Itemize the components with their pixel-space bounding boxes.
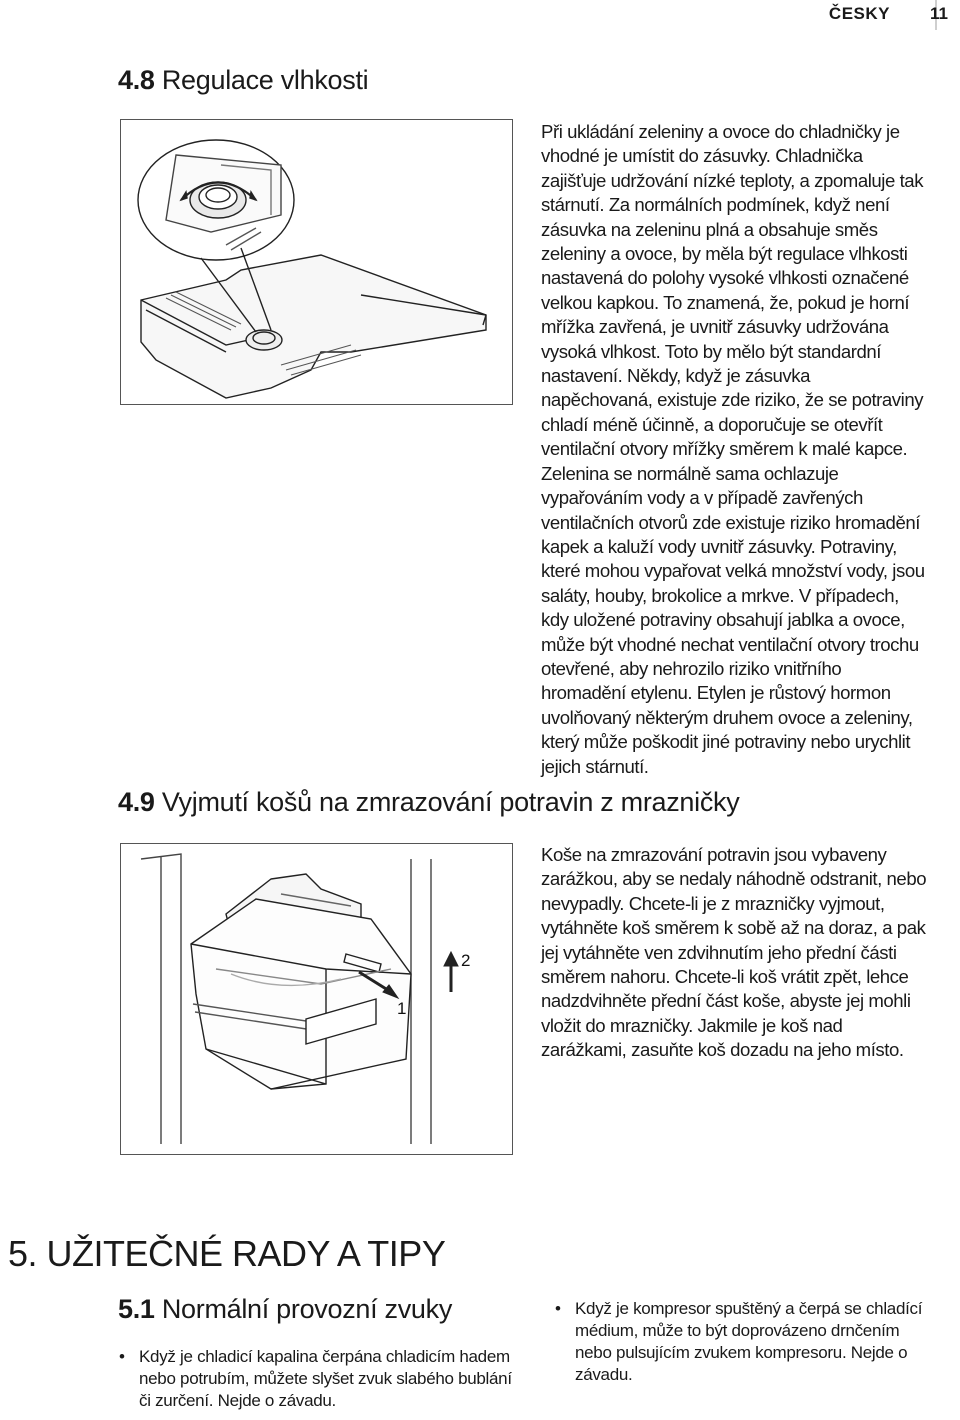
crisper-lid-illustration: [121, 120, 512, 404]
section-4-9-text: Koše na zmrazování potravin jsou vybaveny zarážkou, aby se nedaly náhodně odstranit, nebo nevypadly. Chcete-li je z mrazničky vyjmout, vytáhněte koš směrem k sobě až na doraz, a pak jej vytáhněte ven zdvihnutím jeho přední části směrem nahoru. Chcete-li koš vrátit zpět, lehce nadzdvihněte přední část koše, abyste jej mohli vložit do mrazničky. Jakmile je koš nad zarážkami, zasuňte koš dozadu na jeho místo.: [541, 844, 927, 1061]
step-2-label: 2: [461, 951, 471, 970]
freezer-basket-figure: [120, 843, 513, 1155]
list-item: • Když je kompresor spuštěný a čerpá se chladící médium, může to být doprovázeno drnčením nebo pulsujícím zvukem kompresoru. Nejde o závadu.: [553, 1298, 933, 1386]
section-title: Vyjmutí košů na zmrazování potravin z mrazničky: [161, 787, 740, 817]
section-number: 5.1: [118, 1294, 155, 1324]
section-4-9-heading: [118, 788, 739, 818]
section-number: 4.8: [118, 65, 155, 95]
bullet-list-left: [117, 1346, 512, 1412]
page-number: 11: [930, 4, 948, 23]
header-language: ČESKY: [828, 4, 890, 23]
section-title: Normální provozní zvuky: [161, 1294, 453, 1324]
chapter-5-heading: [8, 1234, 445, 1274]
section-4-8-text: Při ukládání zeleniny a ovoce do chladničky je vhodné je umístit do zásuvky. Chladnička zajišťuje udržování nízké teploty, a zpomaluje tak stárnutí. Za normálních podmínek, když není zásuvka na zeleninu plná a obsahuje směs zeleniny a ovoce, by měla být regulace vlhkosti nastavená do polohy vysoké vlhkosti označené velkou kapkou. To znamená, že, pokud je horní mřížka zavřená, je uvnitř zásuvky udržována vysoká vlhkost. Toto by mělo být standardní nastavení. Někdy, když je zásuvka napěchovaná, existuje zde riziko, že se potraviny chladí méně účinně, a doporučuje se otevřít ventilační otvory mřížky směrem k malé kapce. Zelenina se normálně sama ochlazuje vypařováním vody a v případě zavřených ventilačních otvorů zde existuje riziko hromadění kapek a kaluží vody uvnitř zásuvky. Potraviny, které mohou vypařovat velká množství vody, jsou saláty, houby, brokolice a mrkve. V případech, kdy uložené potraviny obsahují jablka a ovoce, může být vhodné nechat ventilační otvory trochu otevřené, aby nehrozilo riziko vnitřního hromadění etylenu. Etylen je růstový hormon uvolňovaný některým druhem ovoce a zeleniny, který může poškodit jiné potraviny nebo urychlit jejich stárnutí.: [541, 121, 925, 777]
basket-removal-illustration: [121, 844, 512, 1154]
chapter-number: 5.: [8, 1233, 38, 1274]
section-4-8-heading: [118, 66, 368, 96]
bullet-list-right: [553, 1298, 933, 1386]
humidity-control-figure: [120, 119, 513, 405]
chapter-title: UŽITEČNÉ RADY A TIPY: [46, 1233, 446, 1274]
step-1-label: 1: [397, 999, 407, 1018]
list-item: • Když je chladicí kapalina čerpána chladicím hadem nebo potrubím, můžete slyšet zvuk slabého bublání či zurčení. Nejde o závadu.: [117, 1346, 512, 1412]
section-title: Regulace vlhkosti: [161, 65, 369, 95]
section-number: 4.9: [118, 787, 155, 817]
section-5-1-heading: [118, 1295, 452, 1325]
